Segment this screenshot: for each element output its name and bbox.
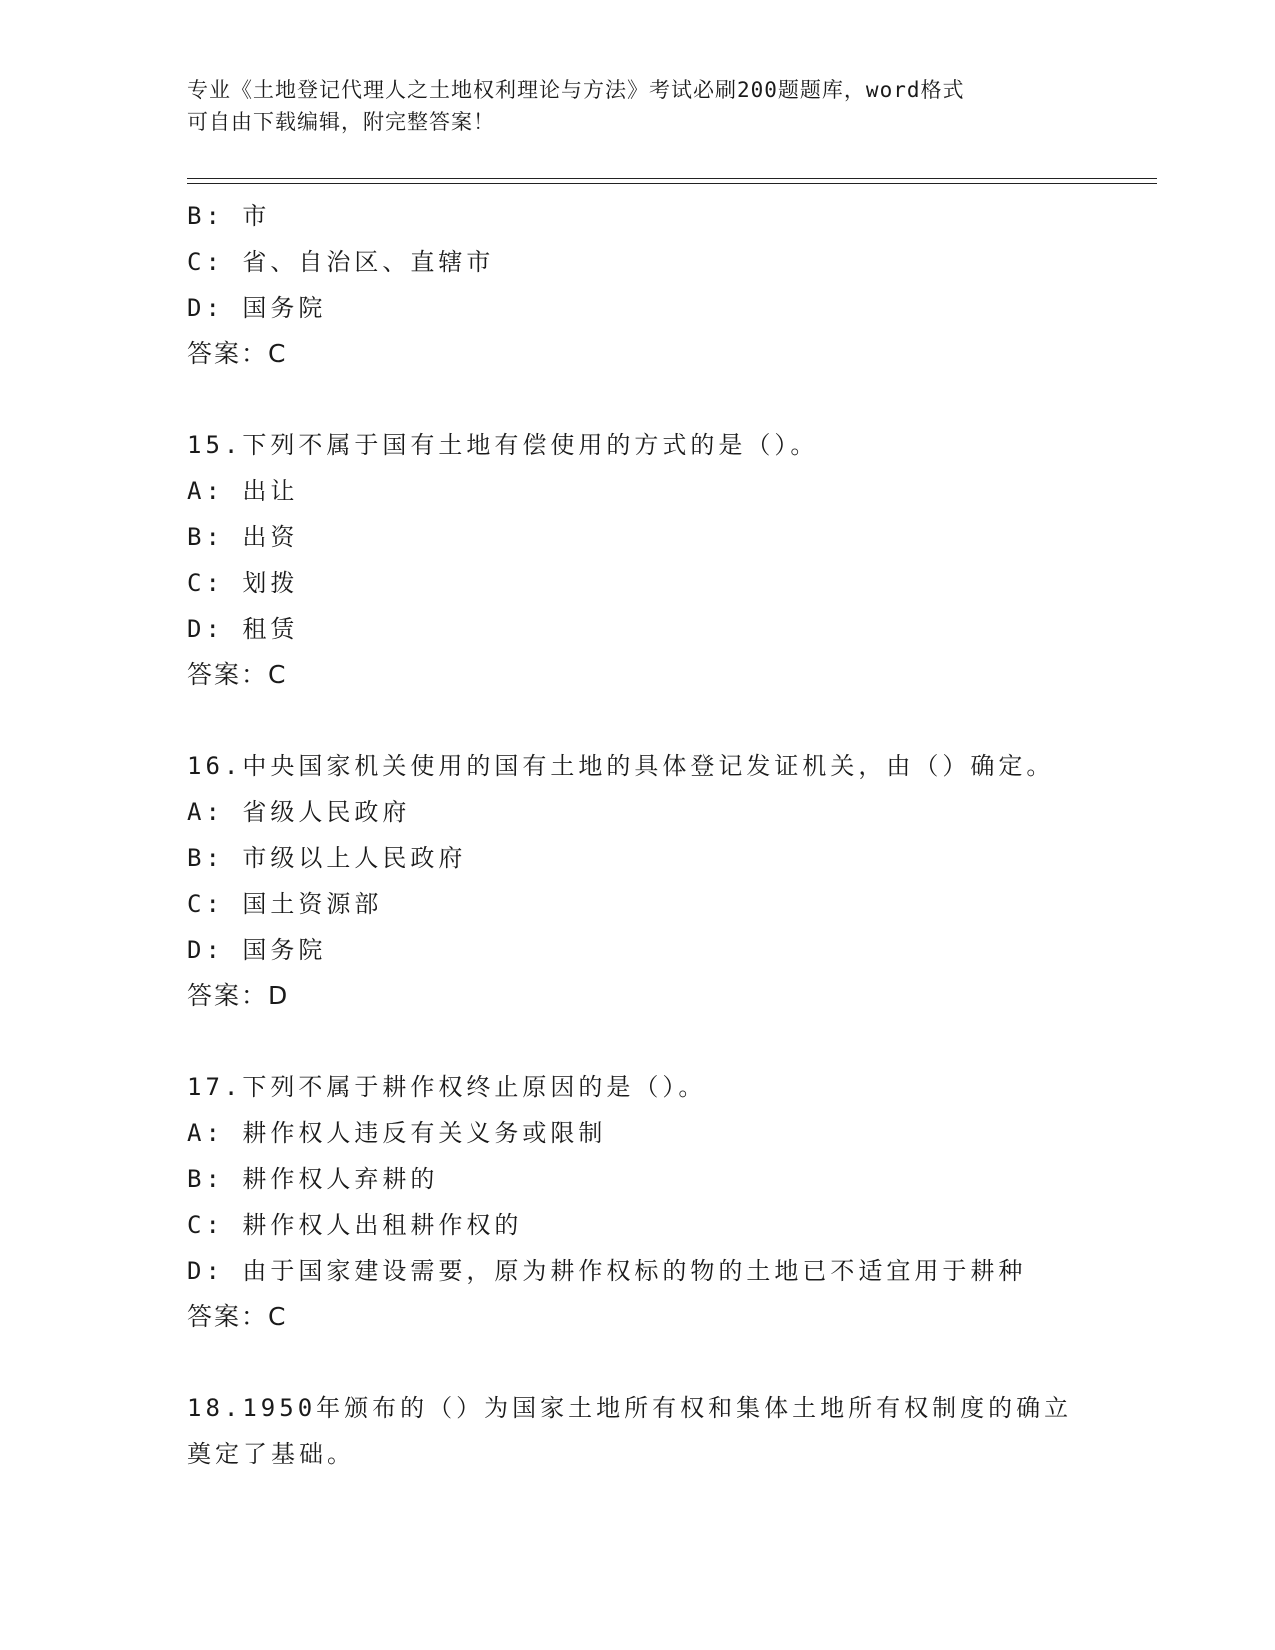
spacer	[187, 698, 1147, 743]
spacer	[187, 1340, 1147, 1385]
question-17	[187, 1064, 1147, 1340]
option-b: B: 市级以上人民政府	[187, 844, 467, 872]
answer-line: 答案：C	[187, 1302, 288, 1331]
spacer	[187, 1019, 1147, 1064]
question-18	[187, 1385, 1147, 1477]
question-16	[187, 743, 1147, 1019]
header-title-line-1: 专业《土地登记代理人之土地权利理论与方法》考试必刷200题题库，word格式	[187, 78, 965, 102]
option-d: D: 国务院	[187, 294, 327, 322]
question-stem-line-1: 18.1950年颁布的（）为国家土地所有权和集体土地所有权制度的确立	[187, 1394, 1073, 1422]
question-15	[187, 422, 1147, 698]
option-b: B: 出资	[187, 523, 299, 551]
question-list	[187, 193, 1147, 1477]
document-header	[187, 74, 1067, 138]
option-a: A: 出让	[187, 477, 299, 505]
question-stem: 15.下列不属于国有土地有偿使用的方式的是（）。	[187, 431, 819, 459]
option-c: C: 省、自治区、直辖市	[187, 248, 495, 276]
spacer	[187, 377, 1147, 422]
answer-line: 答案：C	[187, 660, 288, 689]
option-d: D: 租赁	[187, 615, 299, 643]
option-c: C: 国土资源部	[187, 890, 383, 918]
header-divider-bottom	[187, 183, 1157, 184]
option-a: A: 省级人民政府	[187, 798, 411, 826]
question-stem-line-2: 奠定了基础。	[187, 1440, 355, 1468]
header-divider-top	[187, 178, 1157, 179]
option-b: B: 耕作权人弃耕的	[187, 1165, 439, 1193]
option-b: B: 市	[187, 202, 271, 230]
option-a: A: 耕作权人违反有关义务或限制	[187, 1119, 607, 1147]
option-c: C: 划拨	[187, 569, 299, 597]
answer-line: 答案：D	[187, 981, 290, 1010]
question-stem: 17.下列不属于耕作权终止原因的是（）。	[187, 1073, 707, 1101]
question-stem: 16.中央国家机关使用的国有土地的具体登记发证机关，由（）确定。	[187, 752, 1055, 780]
option-c: C: 耕作权人出租耕作权的	[187, 1211, 523, 1239]
option-d: D: 由于国家建设需要，原为耕作权标的物的土地已不适宜用于耕种	[187, 1257, 1027, 1285]
question-14-continued	[187, 193, 1147, 377]
option-d: D: 国务院	[187, 936, 327, 964]
header-title-line-2: 可自由下载编辑，附完整答案！	[187, 110, 495, 134]
answer-line: 答案：C	[187, 339, 288, 368]
